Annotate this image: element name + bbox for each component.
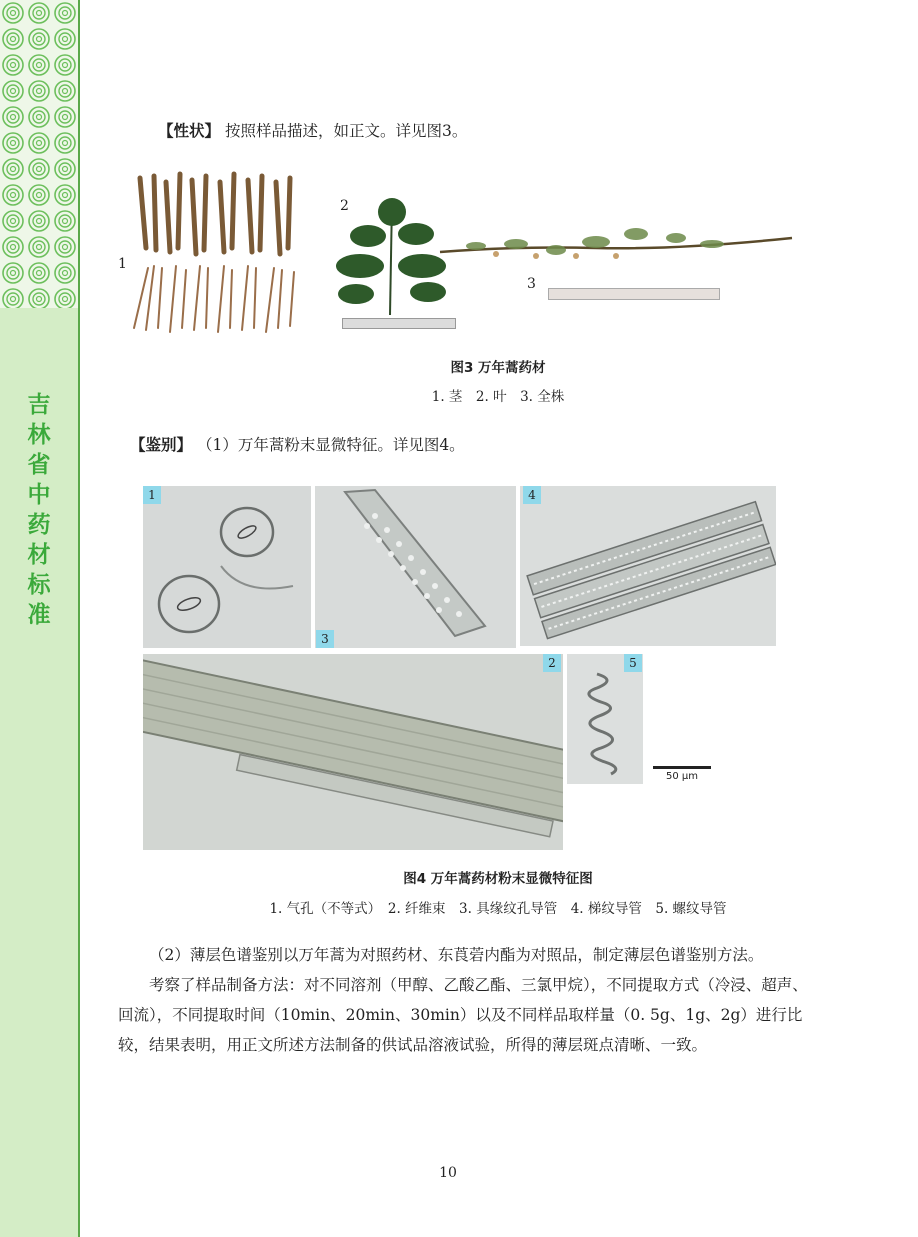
section-xingzhuang (118, 116, 808, 146)
scale-bar-label: 50 μm (665, 771, 698, 782)
panel-label-1: 1 (143, 486, 161, 504)
section-heading: 【性状】 (158, 122, 221, 140)
photo-whole-plant (436, 216, 796, 272)
swirl-pattern-icon (0, 0, 78, 308)
ruler-plant (548, 288, 720, 300)
page-number: 10 (439, 1165, 457, 1181)
figure4-caption: 图4 万年蒿药材粉末显微特征图 (403, 871, 593, 887)
micro-panel-scalariform-vessel (520, 486, 776, 646)
paragraph-tlc-method: （2）薄层色谱鉴别以万年蒿为对照药材、东莨菪内酯为对照品，制定薄层色谱鉴别方法。 (149, 946, 764, 964)
decorative-swirl-pattern (0, 0, 78, 308)
sidebar-char: 材 (27, 542, 51, 568)
section-jianbie (118, 430, 808, 460)
sidebar-char: 药 (27, 512, 51, 538)
figure3-caption: 图3 万年蒿药材 (450, 360, 546, 376)
micro-panel-spiral-vessel (567, 654, 643, 784)
figure3-label-1: 1 (118, 256, 127, 272)
section-text: 按照样品描述，如正文。详见图3。 (224, 122, 468, 140)
figure3-label-2: 2 (340, 198, 349, 214)
micro-panel-bordered-pit-vessel (315, 486, 516, 648)
sidebar-char: 林 (27, 422, 51, 448)
photo-stems (128, 168, 300, 336)
paragraph-sample-prep: 考察了样品制备方法：对不同溶剂（甲醇、乙酸乙酯、三氯甲烷），不同提取方式（冷浸、超声、回流），不同提取时间（10min、20min、30min）以及不同样品取样量（0. 5g、1g、2g）进行比较，结果表明，用正文所述方法制备的供试品溶液试验，所得的薄层斑点清晰、一致。 (118, 976, 808, 1054)
sidebar-char: 吉 (27, 392, 51, 418)
sidebar-title (0, 390, 78, 630)
section-heading: 【鉴别】 (130, 436, 193, 454)
ruler-leaf (342, 318, 456, 329)
sidebar-char: 准 (27, 602, 51, 628)
scale-bar (653, 766, 711, 769)
figure4-subcaption: 1. 气孔（不等式） 2. 纤维束 3. 具缘纹孔导管 4. 梯纹导管 5. 螺纹导管 (269, 901, 727, 917)
micro-panel-fiber-bundle (143, 654, 563, 850)
panel-label-4: 4 (523, 486, 541, 504)
sidebar-char: 省 (27, 452, 51, 478)
panel-label-2: 2 (543, 654, 561, 672)
sidebar-char: 标 (27, 572, 51, 598)
figure3-subcaption: 1. 茎 2. 叶 3. 全株 (431, 389, 565, 405)
panel-label-3: 3 (316, 630, 334, 648)
section-text: （1）万年蒿粉末显微特征。详见图4。 (196, 436, 465, 454)
sidebar-char: 中 (27, 482, 51, 508)
left-sidebar (0, 0, 80, 1237)
body-paragraphs (118, 940, 808, 1060)
micro-panel-stomata (143, 486, 311, 648)
panel-label-5: 5 (624, 654, 642, 672)
figure3-label-3: 3 (527, 276, 536, 292)
